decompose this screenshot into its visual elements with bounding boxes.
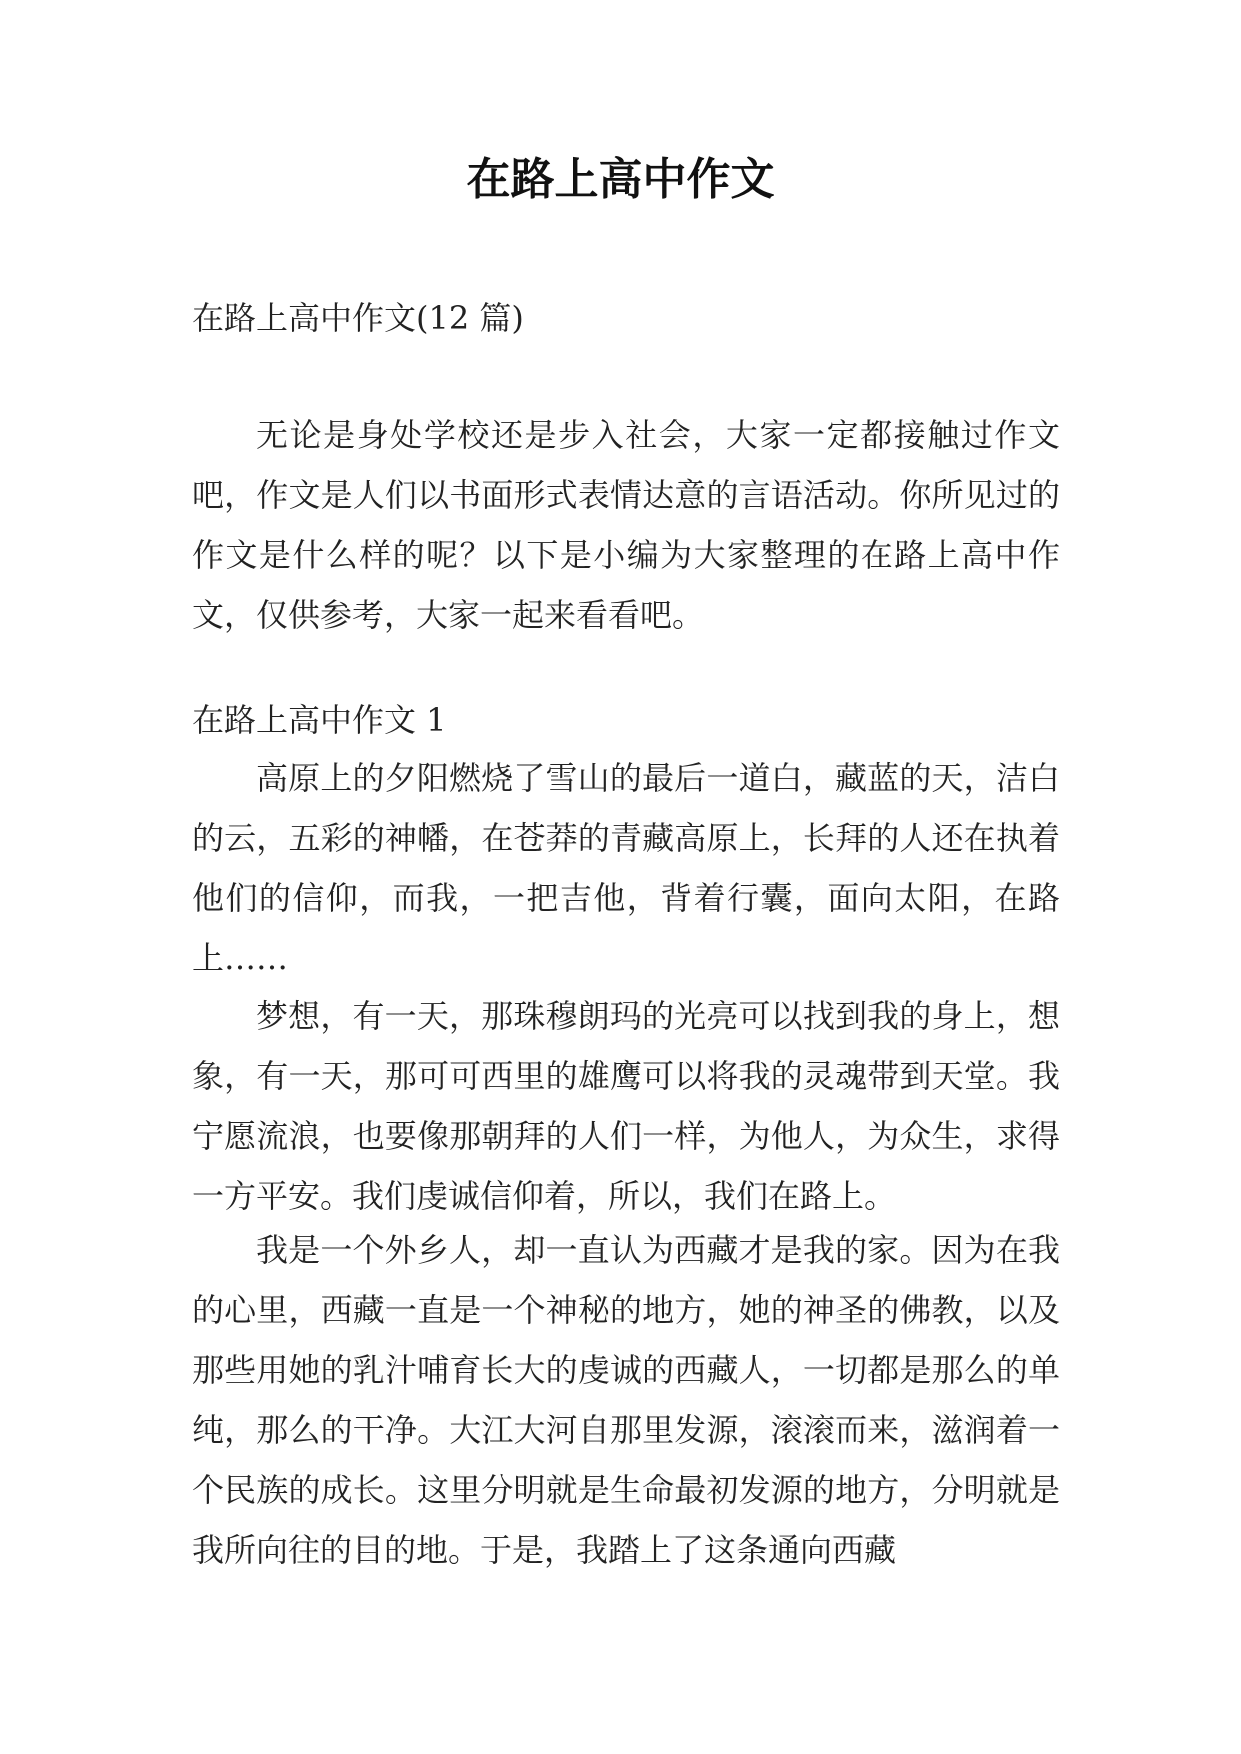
- body-paragraph-3: 我是一个外乡人，却一直认为西藏才是我的家。因为在我的心里，西藏一直是一个神秘的地方，她的神圣的佛教，以及那些用她的乳汁哺育长大的虔诚的西藏人，一切都是那么的单纯，那么的干净。大江大河自那里发源，滚滚而来，滋润着一个民族的成长。这里分明就是生命最初发源的地方，分明就是我所向往的目的地。于是，我踏上了这条通向西藏: [192, 1231, 1060, 1569]
- intro-paragraph: 无论是身处学校还是步入社会，大家一定都接触过作文吧，作文是人们以书面形式表情达意的言语活动。你所见过的作文是什么样的呢？以下是小编为大家整理的在路上高中作文，仅供参考，大家一起来看看吧。: [192, 416, 1060, 634]
- section-heading: 在路上高中作文 1: [192, 701, 447, 739]
- document-title: 在路上高中作文: [466, 154, 775, 205]
- document-subtitle: 在路上高中作文(12 篇): [192, 299, 524, 337]
- body-paragraph-1: 高原上的夕阳燃烧了雪山的最后一道白，藏蓝的天，洁白的云，五彩的神幡，在苍莽的青藏高原上，长拜的人还在执着他们的信仰，而我，一把吉他，背着行囊，面向太阳，在路上……: [192, 759, 1060, 977]
- body-paragraph-2: 梦想，有一天，那珠穆朗玛的光亮可以找到我的身上，想象，有一天，那可可西里的雄鹰可以将我的灵魂带到天堂。我宁愿流浪，也要像那朝拜的人们一样，为他人，为众生，求得一方平安。我们虔诚信仰着，所以，我们在路上。: [192, 997, 1060, 1215]
